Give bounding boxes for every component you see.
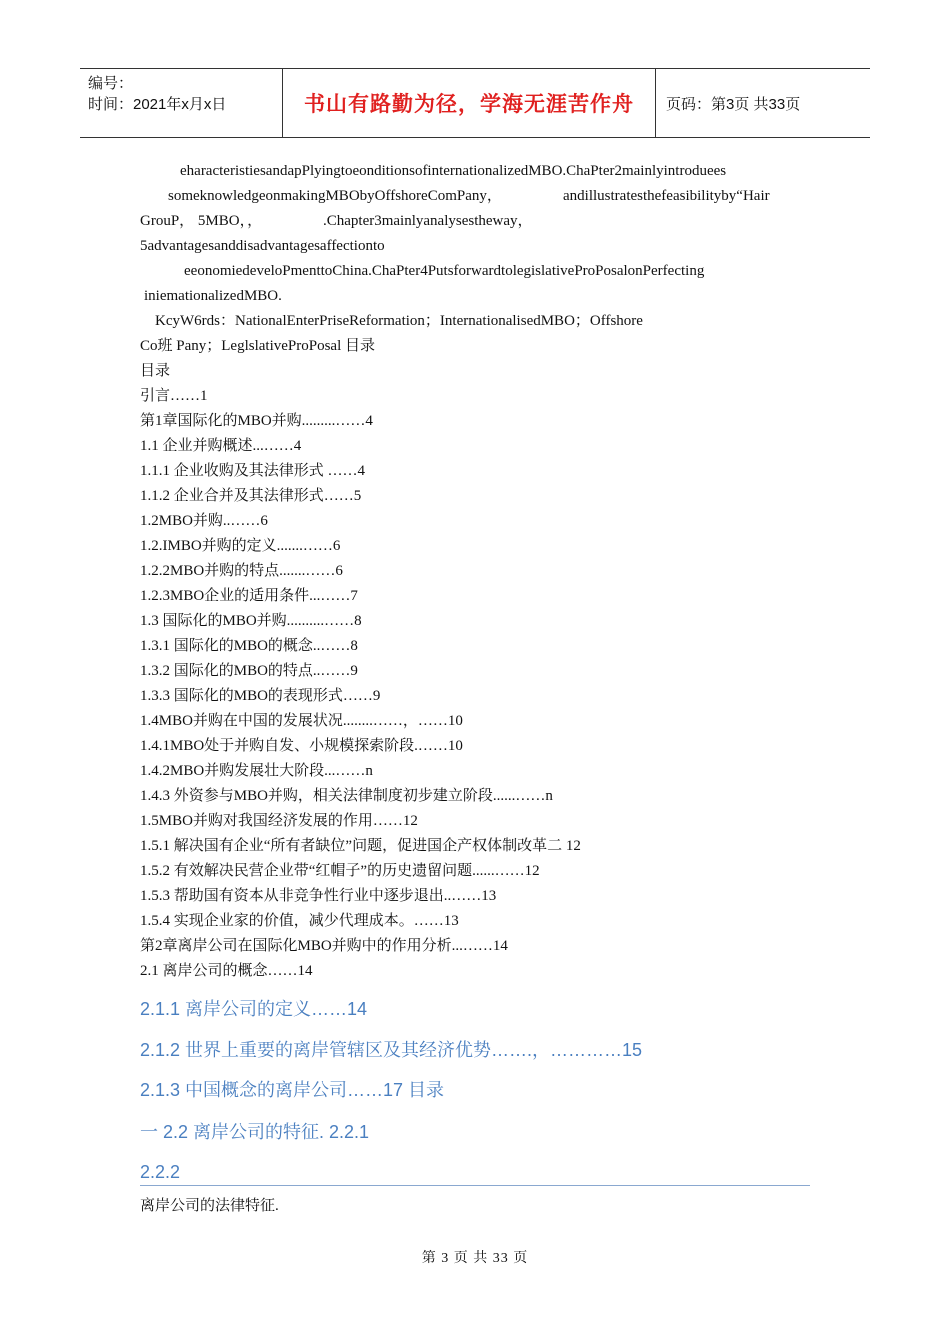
toc-heading: 目录: [140, 363, 171, 379]
toc-entry[interactable]: 1.5.4 实现企业家的价值，减少代理成本。……13: [140, 913, 459, 929]
toc-entry[interactable]: 1.2.IMBO并购的定义.......……6: [140, 538, 341, 554]
abstract-line: .Chapter3mainlyanalysestheway，: [323, 213, 533, 229]
toc-entry[interactable]: 1.3.2 国际化的MBO的特点..……9: [140, 663, 358, 679]
toc-entry[interactable]: 1.5MBO并购对我国经济发展的作用……12: [140, 813, 418, 829]
toc-entry[interactable]: 2.1 离岸公司的概念……14: [140, 963, 313, 979]
abstract-line: iniemationalizedMBO.: [144, 288, 282, 304]
page-header: [80, 68, 870, 138]
page-footer: 第 3 页 共 33 页: [421, 1251, 529, 1266]
toc-entry[interactable]: 第2章离岸公司在国际化MBO并购中的作用分析...……14: [140, 938, 508, 954]
toc-entry[interactable]: 1.3.3 国际化的MBO的表现形式……9: [140, 688, 381, 704]
keywords-line: KcyW6rds：NationalEnterPriseReformation；InternationalisedMBO；Offshore: [155, 313, 643, 329]
toc-entry[interactable]: 1.4.1MBO处于并购自发、小规模探索阶段.……10: [140, 738, 463, 754]
toc-entry[interactable]: 1.2MBO并购..……6: [140, 513, 268, 529]
toc-entry[interactable]: 1.2.3MBO企业的适用条件...……7: [140, 588, 358, 604]
abstract-line: GrouP， 5MBO，，: [140, 213, 263, 229]
toc-entry[interactable]: 第1章国际化的MBO并购.........……4: [140, 413, 373, 429]
header-motto: 书山有路勤为径，学海无涯苦作舟: [282, 69, 656, 137]
abstract-line: eharacteristiesandapPlyingtoeonditionsofinternationalizedMBO.ChaPter2mainlyintroduees: [180, 163, 727, 179]
toc-entry[interactable]: 1.5.1 解决国有企业“所有者缺位”问题，促进国企产权体制改革二 12: [140, 838, 581, 854]
toc-entry[interactable]: 1.5.3 帮助国有资本从非竞争性行业中逐步退出..……13: [140, 888, 497, 904]
toc-entry[interactable]: 引言……1: [140, 388, 208, 404]
toc-entry[interactable]: 1.4.2MBO并购发展壮大阶段...……n: [140, 763, 373, 779]
abstract-line: someknowledgeonmakingMBObyOffshoreComPany，: [168, 188, 502, 204]
abstract-line: eeonomiedeveloPmenttoChina.ChaPter4PutsforwardtolegislativeProPosalonPerfecting: [184, 263, 705, 279]
toc-entry[interactable]: 1.1.2 企业合并及其法律形式……5: [140, 488, 362, 504]
toc-entry[interactable]: 1.2.2MBO并购的特点.......……6: [140, 563, 343, 579]
toc-entry[interactable]: 1.3.1 国际化的MBO的概念..……8: [140, 638, 358, 654]
toc-link[interactable]: 2.1.3 中国概念的离岸公司……17 目录: [140, 1080, 445, 1100]
toc-entry[interactable]: 1.3 国际化的MBO并购..........……8: [140, 613, 362, 629]
header-page-info: 页码：第3页 共33页: [666, 95, 801, 113]
keywords-line: Co班 Pany；LeglslativeProPosal 目录: [140, 338, 375, 354]
toc-link[interactable]: 一 2.2 离岸公司的特征. 2.2.1: [140, 1122, 370, 1142]
document-time-label: 时间：2021年x月x日: [88, 96, 227, 113]
header-meta: [80, 69, 282, 137]
document-number-label: 编号：: [88, 75, 134, 92]
abstract-line: 5advantagesanddisadvantagesaffectionto: [140, 238, 385, 254]
toc-link[interactable]: 2.1.2 世界上重要的离岸管辖区及其经济优势…….，…………15: [140, 1040, 643, 1060]
section-divider: [140, 1185, 810, 1186]
toc-entry[interactable]: 1.1.1 企业收购及其法律形式 ……4: [140, 463, 366, 479]
toc-entry[interactable]: 1.4MBO并购在中国的发展状况........……，……10: [140, 713, 463, 729]
toc-entry[interactable]: 1.4.3 外资参与MBO并购，相关法律制度初步建立阶段......……n: [140, 788, 553, 804]
toc-link[interactable]: 2.2.2: [140, 1162, 181, 1182]
body-text: 离岸公司的法律特征.: [140, 1198, 279, 1214]
toc-entry[interactable]: 1.5.2 有效解决民营企业带“红帽子”的历史遗留问题......……12: [140, 863, 540, 879]
toc-entry[interactable]: 1.1 企业并购概述...……4: [140, 438, 302, 454]
abstract-line: andillustratesthefeasibilityby“Hair: [563, 188, 770, 204]
toc-link[interactable]: 2.1.1 离岸公司的定义……14: [140, 999, 368, 1019]
